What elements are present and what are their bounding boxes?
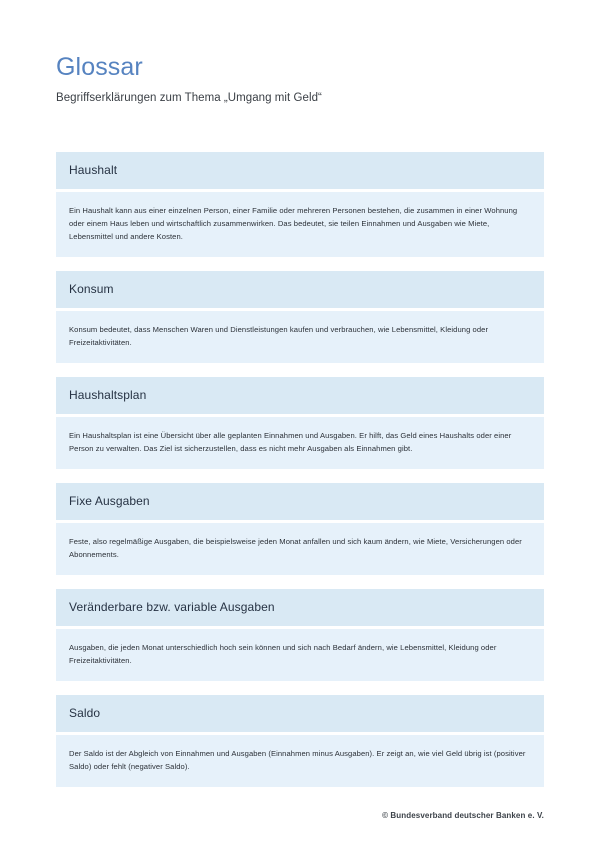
glossary-term: Konsum [69,282,114,296]
glossary-entry [56,483,544,575]
glossary-definition: Feste, also regelmäßige Ausgaben, die beispielsweise jeden Monat anfallen und sich kaum ändern, wie Miete, Versicherungen oder Abonnements. [69,537,522,559]
glossary-entry-body [56,735,544,787]
glossary-term: Veränderbare bzw. variable Ausgaben [69,600,275,614]
glossary-entry-body [56,523,544,575]
glossary-entry-header [56,377,544,414]
glossary-entry-body [56,629,544,681]
page-subtitle: Begriffserklärungen zum Thema „Umgang mit Geld“ [56,92,322,104]
glossary-entry-header [56,483,544,520]
glossary-entry [56,589,544,681]
glossary-term: Haushaltsplan [69,388,147,402]
glossary-entry-header [56,152,544,189]
document-footer [56,810,544,822]
document-header [56,52,544,106]
glossary-term: Saldo [69,706,101,720]
copyright-notice: © Bundesverband deutscher Banken e. V. [382,811,544,820]
glossary-definition: Ein Haushaltsplan ist eine Übersicht über alle geplanten Einnahmen und Ausgaben. Er hilft, das Geld eines Haushalts oder einer Person zu verwalten. Das Ziel ist sicherzustellen, dass es nicht mehr Ausgaben als Einnahmen gibt. [69,431,512,453]
glossary-definition: Ein Haushalt kann aus einer einzelnen Person, einer Familie oder mehreren Personen bestehen, die zusammen in einer Wohnung oder einem Haus leben und wirtschaftlich zusammenwirken. Das bedeutet, sie teilen Einnahmen und Ausgaben wie Miete, Lebensmittel und andere Kosten. [69,206,518,241]
page-title: Glossar [56,53,143,81]
glossary-term: Fixe Ausgaben [69,494,150,508]
glossary-definition: Der Saldo ist der Abgleich von Einnahmen und Ausgaben (Einnahmen minus Ausgaben). Er zeigt an, wie viel Geld übrig ist (positiver Saldo) oder fehlt (negativer Saldo). [69,749,526,771]
glossary-entry [56,695,544,787]
glossary-entry [56,377,544,469]
glossary-entry-header [56,695,544,732]
glossary-entry-body [56,417,544,469]
glossary-definition: Konsum bedeutet, dass Menschen Waren und Dienstleistungen kaufen und verbrauchen, wie Lebensmittel, Kleidung oder Freizeitaktivitäten. [69,325,489,347]
glossary-entry-body [56,311,544,363]
glossary-entry [56,152,544,257]
glossary-entry-header [56,271,544,308]
glossary-definition: Ausgaben, die jeden Monat unterschiedlich hoch sein können und sich nach Bedarf ändern, wie Lebensmittel, Kleidung oder Freizeitaktivitäten. [69,643,497,665]
glossary-entry-header [56,589,544,626]
glossary-term: Haushalt [69,163,118,177]
glossary-entry [56,271,544,363]
glossary-list [56,152,544,787]
glossary-entry-body [56,192,544,257]
